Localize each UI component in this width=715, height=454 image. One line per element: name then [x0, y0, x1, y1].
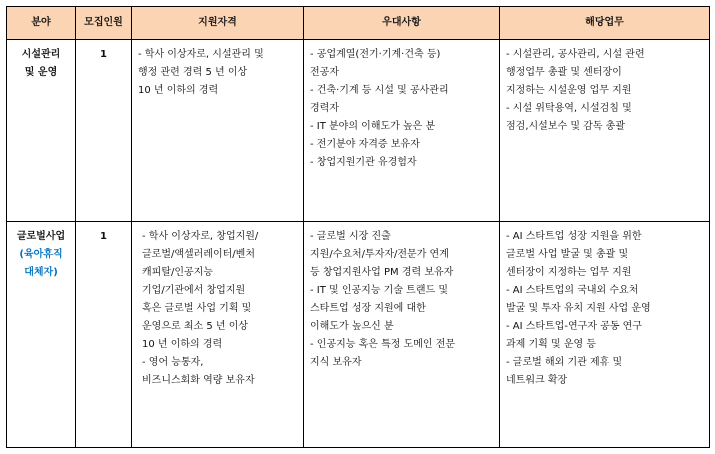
recruitment-table-wrapper [6, 6, 710, 448]
table-row [7, 222, 710, 448]
qualification-line: 비즈니스회화 역량 보유자 [142, 375, 255, 386]
preferred-cell [304, 40, 500, 222]
preferred-line: 스타트업 성장 지원에 대한 [310, 303, 426, 314]
duties-line: 행정업무 총괄 및 센터장이 [506, 67, 622, 78]
header-qualification: 지원자격 [132, 7, 304, 40]
qualification-line: 기업/기관에서 창업지원 [142, 285, 246, 296]
preferred-cell [304, 222, 500, 448]
preferred-line: - 건축·기계 등 시설 및 공사관리 [310, 85, 449, 96]
field-note-line: 대체자) [24, 267, 58, 278]
qualification-line: 행정 관련 경력 5 년 이상 [138, 67, 248, 78]
header-count: 모집인원 [76, 7, 132, 40]
field-note-line: (육아휴직 [19, 249, 63, 260]
preferred-line: - IT 분야의 이해도가 높은 분 [310, 121, 436, 132]
duties-line: 발굴 및 투자 유치 지원 사업 운영 [506, 303, 651, 314]
header-field: 분야 [7, 7, 76, 40]
field-cell [7, 40, 76, 222]
duties-cell [500, 40, 710, 222]
duties-line: 센터장이 지정하는 업무 지원 [506, 267, 632, 278]
recruitment-table [6, 6, 710, 448]
duties-line: - AI 스타트업-연구자 공동 연구 [506, 321, 642, 332]
duties-line: - 시설관리, 공사관리, 시설 관련 [506, 49, 645, 60]
header-preferred: 우대사항 [304, 7, 500, 40]
count-cell: 1 [76, 222, 132, 448]
preferred-line: 등 창업지원사업 PM 경력 보유자 [310, 267, 454, 278]
field-name-line: 글로벌사업 [16, 231, 66, 242]
duties-line: 점검,시설보수 및 감독 총괄 [506, 121, 625, 132]
preferred-line: - IT 및 인공지능 기술 트랜드 및 [310, 285, 448, 296]
duties-line: - 글로벌 해외 기관 제휴 및 [506, 357, 623, 368]
field-name-line: 및 운영 [24, 67, 58, 78]
field-name-line: 시설관리 [21, 49, 61, 60]
duties-line: 지정하는 시설운영 업무 지원 [506, 85, 632, 96]
qualification-line: 10 년 이하의 경력 [138, 85, 219, 96]
duties-line: - AI 스타트업 성장 지원을 위한 [506, 231, 642, 242]
preferred-line: 지식 보유자 [310, 357, 362, 368]
qualification-line: 10 년 이하의 경력 [142, 339, 223, 350]
qualification-line: 혹은 글로벌 사업 기획 및 [142, 303, 252, 314]
qualification-line: 캐피탈/인공지능 [142, 267, 213, 278]
preferred-line: - 공업계열(전기·기계·건축 등) [310, 49, 441, 60]
header-duties: 해당업무 [500, 7, 710, 40]
preferred-line: - 창업지원기관 유경험자 [310, 157, 417, 168]
duties-line: 글로벌 사업 발굴 및 총괄 및 [506, 249, 629, 260]
preferred-line: - 글로벌 시장 진출 [310, 231, 391, 242]
field-cell [7, 222, 76, 448]
preferred-line: 전공자 [310, 67, 339, 78]
duties-cell [500, 222, 710, 448]
qualification-line: - 학사 이상자로, 창업지원/ [142, 231, 259, 242]
preferred-line: - 인공지능 혹은 특정 도메인 전문 [310, 339, 456, 350]
duties-line: - 시설 위탁용역, 시설검침 및 [506, 103, 632, 114]
duties-line: - AI 스타트업의 국내외 수요처 [506, 285, 639, 296]
preferred-line: - 전기분야 자격증 보유자 [310, 139, 420, 150]
preferred-line: 이해도가 높으신 분 [310, 321, 394, 332]
duties-line: 네트워크 확장 [506, 375, 568, 386]
qualification-line: 글로벌/액셀러레이터/벤처 [142, 249, 255, 260]
qualification-line: - 학사 이상자로, 시설관리 및 [138, 49, 264, 60]
duties-line: 과제 기획 및 운영 등 [506, 339, 596, 350]
qualification-line: - 영어 능통자, [142, 357, 204, 368]
preferred-line: 지원/수요처/투자자/전문가 연계 [310, 249, 449, 260]
table-row [7, 40, 710, 222]
preferred-line: 경력자 [310, 103, 339, 114]
table-header-row [7, 7, 710, 40]
qualification-cell [132, 222, 304, 448]
qualification-cell [132, 40, 304, 222]
count-cell: 1 [76, 40, 132, 222]
qualification-line: 운영으로 최소 5 년 이상 [142, 321, 249, 332]
